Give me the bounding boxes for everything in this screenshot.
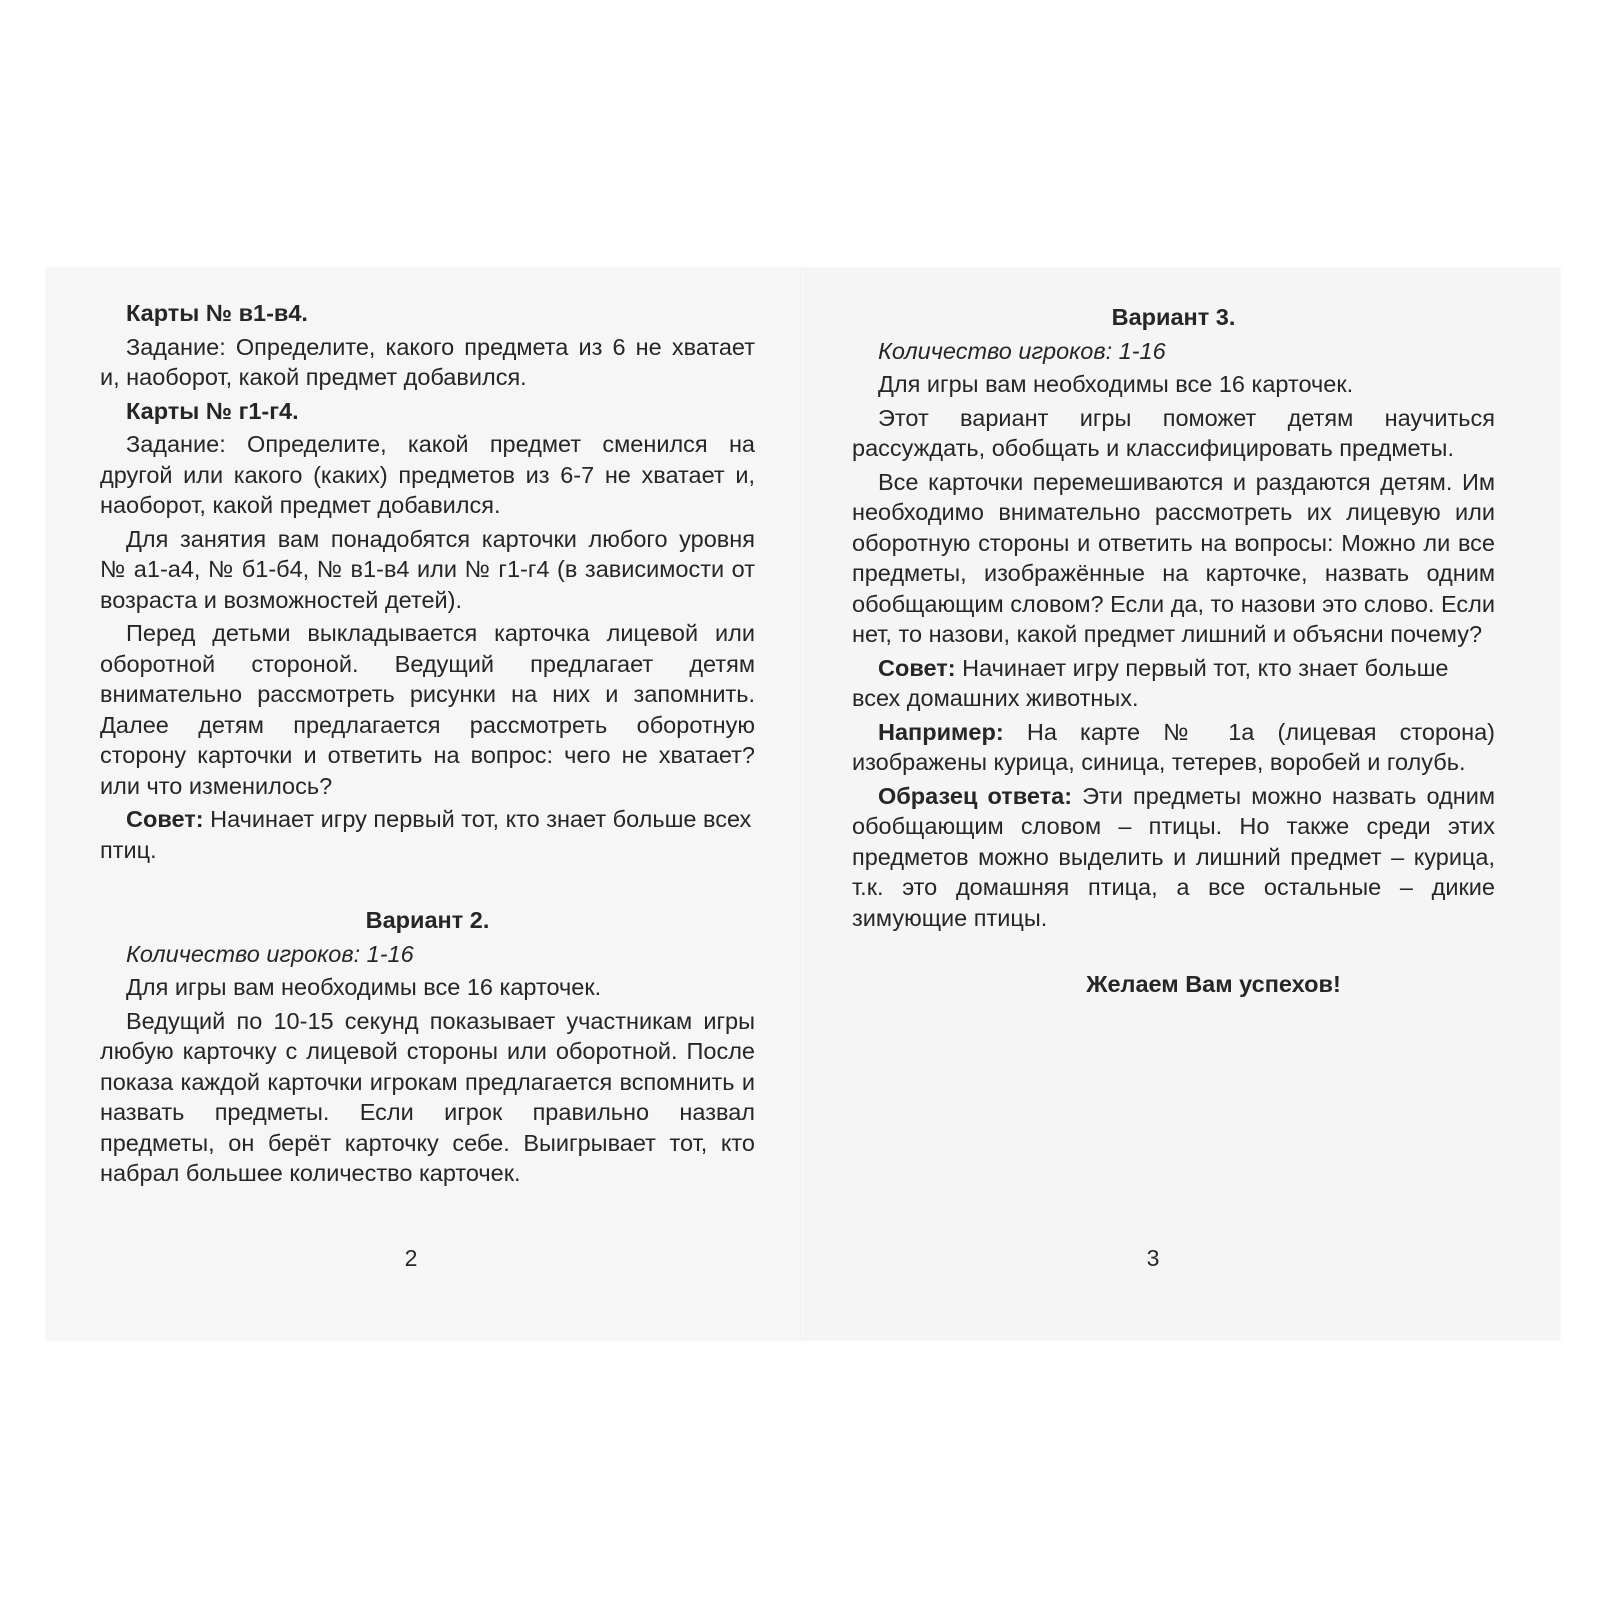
cards-v-title: Карты № в1-в4. (126, 300, 308, 326)
answer-text: Эти предметы можно назвать одним обобщающим словом – птицы. Но также среди этих предметов можно выделить и лишний предмет – курица, т.к. это домашняя птица, а все остальные – дикие зимующие птицы. (852, 782, 1495, 931)
variant2-title: Вариант 2. (365, 907, 490, 933)
booklet-spread (46, 268, 1560, 1340)
variant3-title: Вариант 3. (1111, 304, 1236, 330)
variant2-players: Количество игроков: 1-16 (126, 940, 414, 967)
variant2-rules: Ведущий по 10-15 секунд показывает участникам игры любую карточку с лицевой стороны или оборотной. После показа каждой карточки игрокам предлагается вспомнить и назвать предметы. Если игрок правильно назвал предметы, он берёт карточку себе. Выигрывает тот, кто набрал большее количество карточек. (100, 1007, 755, 1186)
page-number: 3 (1146, 1245, 1160, 1271)
closing-wish: Желаем Вам успехов! (1086, 971, 1341, 997)
variant3-rules: Все карточки перемешиваются и раздаются детям. Им необходимо внимательно рассмотреть их лицевую или оборотную стороны и ответить на вопросы: Можно ли все предметы, изображённые на карточке, назвать одним обобщающим словом? Если да, то назови это слово. Если нет, то назови, какой предмет лишний и объясни почему? (852, 468, 1495, 647)
advice-label: Совет: (126, 806, 204, 832)
page-number: 2 (404, 1245, 418, 1271)
advice-paragraph (100, 804, 755, 865)
cards-g-task: Задание: Определите, какой предмет сменился на другой или какого (каких) предметов из 6-7 не хватает и, наоборот, какой предмет добавился. (100, 431, 755, 518)
example-label: Например: (878, 718, 1004, 745)
right-page (803, 268, 1560, 1340)
materials-paragraph: Для занятия вам понадобятся карточки любого уровня № а1-а4, № б1-б4, № в1-в4 или № г1-г4 (в зависимости от возраста и возможностей детей). (100, 525, 755, 613)
example-paragraph (852, 717, 1495, 778)
answer-paragraph (852, 781, 1495, 934)
cards-g-title: Карты № г1-г4. (126, 397, 299, 424)
cards-v-task: Задание: Определите, какого предмета из 6 не хватает и, наоборот, какой предмет добавился. (100, 333, 755, 390)
advice-text: Начинает игру первый тот, кто знает больше всех домашних животных. (852, 654, 1449, 711)
advice-text: Начинает игру первый тот, кто знает больше всех птиц. (100, 806, 752, 863)
example-text: На карте № 1а (лицевая сторона) изображены курица, синица, тетерев, воробей и голубь. (852, 718, 1495, 775)
advice-label: Совет: (878, 654, 956, 681)
answer-label: Образец ответа: (878, 782, 1073, 809)
variant3-players: Количество игроков: 1-16 (878, 337, 1166, 364)
advice-paragraph (852, 653, 1495, 714)
left-page (46, 268, 803, 1340)
variant2-cards: Для игры вам необходимы все 16 карточек. (126, 974, 602, 1000)
variant3-cards: Для игры вам необходимы все 16 карточек. (878, 371, 1354, 397)
variant3-purpose: Этот вариант игры поможет детям научиться рассуждать, обобщать и классифицировать предметы. (852, 404, 1495, 461)
procedure-paragraph: Перед детьми выкладывается карточка лицевой или оборотной стороной. Ведущий предлагает детям внимательно рассмотреть рисунки на них и запомнить. Далее детям предлагается рассмотреть оборотную сторону карточки и ответить на вопрос: чего не хватает? или что изменилось? (100, 620, 755, 799)
